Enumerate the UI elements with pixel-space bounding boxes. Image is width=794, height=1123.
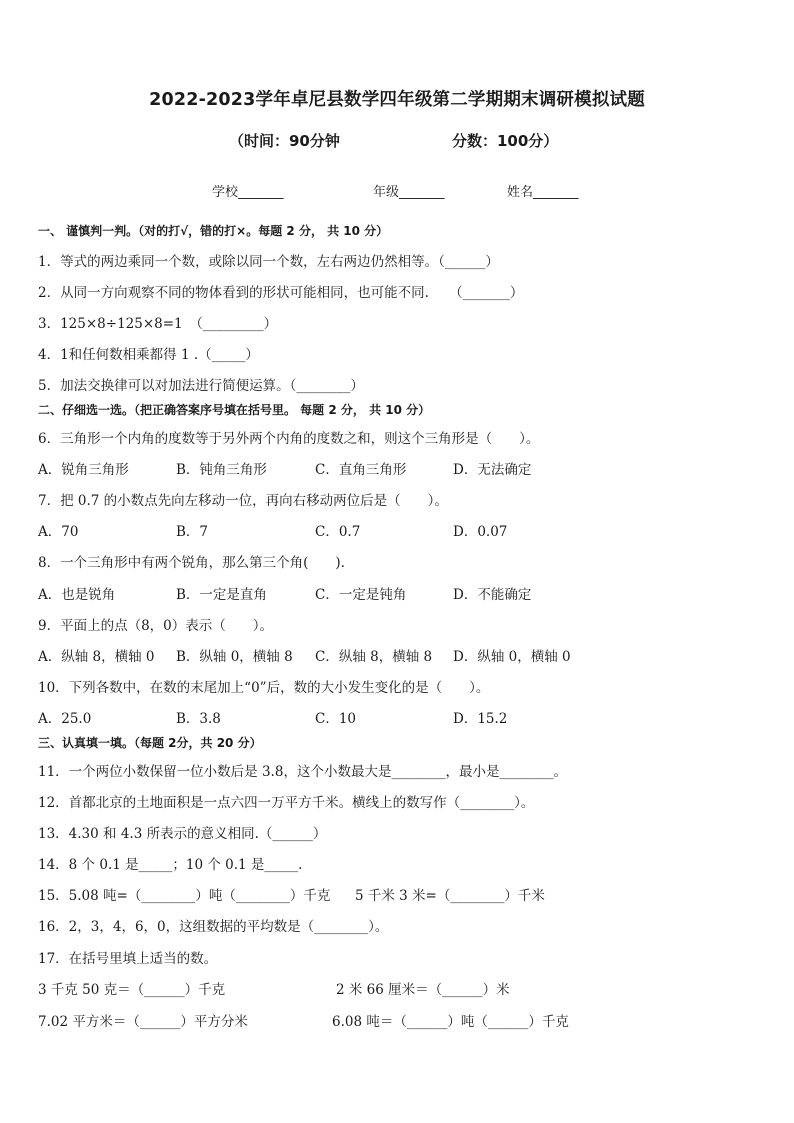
question-15a: 15．5.08 吨=（________）吨（________）千克	[38, 888, 331, 904]
question-10-option-a: A．25.0	[38, 711, 92, 727]
question-3: 3．125×8÷125×8=1 （_________）	[38, 316, 278, 332]
section-2-heading: 二、仔细选一选。（把正确答案序号填在括号里。 每题 2 分， 共 10 分）	[38, 403, 431, 417]
question-7-option-d: D．0.07	[453, 524, 508, 540]
question-17: 17．在括号里填上适当的数。	[38, 951, 218, 967]
exam-time: （时间：90分钟	[229, 132, 340, 150]
question-14: 14．8 个 0.1 是_____；10 个 0.1 是_____.	[38, 857, 303, 873]
question-10-option-d: D．15.2	[453, 711, 508, 727]
question-5: 5．加法交换律可以对加法进行简便运算。（________）	[38, 378, 364, 394]
question-6-option-c: C．直角三角形	[315, 462, 407, 478]
question-6-option-a: A．锐角三角形	[38, 462, 129, 478]
question-17b: 2 米 66 厘米＝（______）米	[336, 982, 510, 998]
question-7: 7．把 0.7 的小数点先向左移动一位，再向右移动两位后是（ ）。	[38, 493, 448, 509]
section-1-heading: 一、 谨慎判一判。（对的打√，错的打×。每题 2 分， 共 10 分）	[38, 224, 389, 238]
question-15b: 5 千米 3 米=（________）千米	[355, 888, 545, 904]
question-10-option-c: C．10	[315, 711, 357, 727]
name-field: 姓名_______	[507, 185, 579, 200]
question-8: 8．一个三角形中有两个锐角，那么第三个角( ).	[38, 555, 345, 571]
question-2: 2．从同一方向观察不同的物体看到的形状可能相同，也可能不同. （_______）	[38, 285, 524, 301]
question-10: 10．下列各数中，在数的末尾加上“0”后，数的大小发生变化的是（ ）。	[38, 680, 490, 696]
question-12: 12．首都北京的土地面积是一点六四一万平方千米。横线上的数写作（________）。	[38, 795, 535, 811]
question-8-option-a: A．也是锐角	[38, 587, 116, 603]
question-17d: 6.08 吨＝（______）吨（______）千克	[332, 1014, 569, 1030]
question-7-option-a: A．70	[38, 524, 79, 540]
question-8-option-b: B．一定是直角	[176, 587, 267, 603]
question-9-option-b: B．纵轴 0，横轴 8	[176, 649, 293, 665]
exam-title: 2022-2023学年卓尼县数学四年级第二学期期末调研模拟试题	[149, 90, 645, 110]
exam-score: 分数：100分）	[452, 132, 559, 150]
question-6-option-d: D．无法确定	[453, 462, 532, 478]
question-10-option-b: B．3.8	[176, 711, 221, 727]
question-9-option-a: A．纵轴 8，横轴 0	[38, 649, 155, 665]
question-6: 6．三角形一个内角的度数等于另外两个内角的度数之和，则这个三角形是（ ）。	[38, 431, 540, 447]
question-4: 4．1和任何数相乘都得 1 .（_____）	[38, 347, 259, 363]
question-13: 13．4.30 和 4.3 所表示的意义相同.（______）	[38, 826, 327, 842]
school-field: 学校_______	[212, 185, 284, 200]
question-11: 11．一个两位小数保留一位小数后是 3.8，这个小数最大是________，最小是________。	[38, 764, 567, 780]
question-17a: 3 千克 50 克＝（______）千克	[38, 982, 226, 998]
question-1: 1．等式的两边乘同一个数，或除以同一个数，左右两边仍然相等。（______）	[38, 254, 499, 270]
question-9: 9．平面上的点（8，0）表示（ ）。	[38, 618, 274, 634]
question-9-option-c: C．纵轴 8，横轴 8	[315, 649, 433, 665]
question-6-option-b: B．钝角三角形	[176, 462, 267, 478]
question-7-option-c: C．0.7	[315, 524, 361, 540]
question-8-option-d: D．不能确定	[453, 587, 532, 603]
section-3-heading: 三、认真填一填。（每题 2分，共 20 分）	[38, 736, 262, 750]
question-8-option-c: C．一定是钝角	[315, 587, 407, 603]
question-17c: 7.02 平方米＝（______）平方分米	[38, 1014, 248, 1030]
question-7-option-b: B．7	[176, 524, 209, 540]
grade-field: 年级_______	[373, 185, 445, 200]
question-9-option-d: D．纵轴 0，横轴 0	[453, 649, 571, 665]
question-16: 16．2，3，4，6，0，这组数据的平均数是（________）。	[38, 919, 389, 935]
